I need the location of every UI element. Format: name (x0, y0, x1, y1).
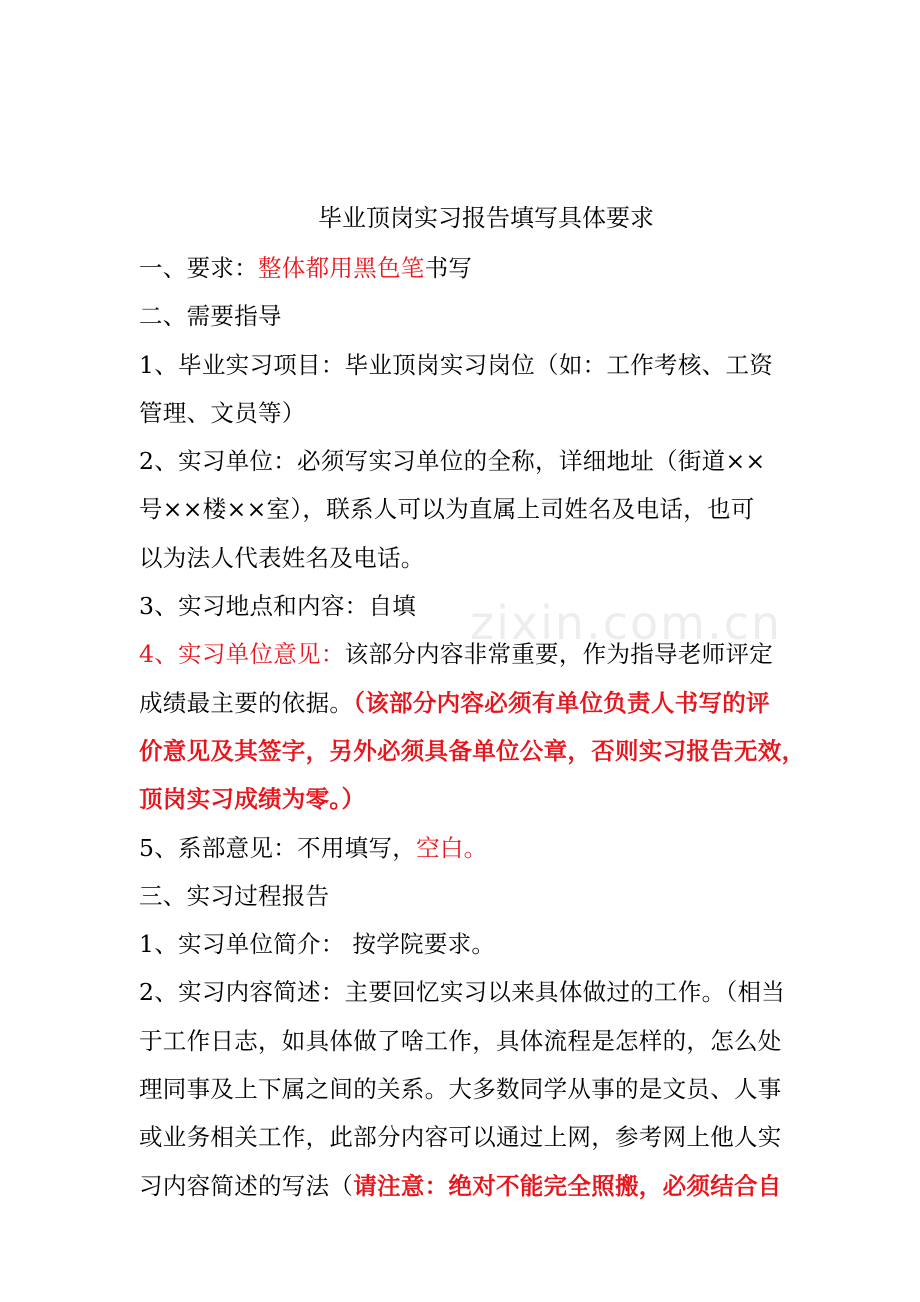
item-unit-line-3: 以为法人代表姓名及电话。 (139, 543, 425, 572)
item-intro-line: 1、实习单位简介： 按学院要求。 (139, 930, 496, 959)
item-opinion-line-1 (139, 630, 811, 678)
item-opinion-text: 该部分内容非常重要，作为指导老师评定 (344, 640, 774, 669)
item-content-line-1: 2、实习内容简述：主要回忆实习以来具体做过的工作。（相当 (139, 978, 786, 1007)
section-heading-process: 三、实习过程报告 (139, 881, 330, 910)
line-requirement (139, 244, 811, 292)
item-opinion-line-3: 价意见及其签字，另外必须具备单位公章，否则实习报告无效， (139, 736, 806, 765)
item-content-text: 习内容简述的写法（ (139, 1171, 354, 1200)
line-requirement-label: 一、要求： (139, 254, 258, 282)
item-opinion-label: 4、实习单位意见： (139, 640, 345, 669)
item-content-warning: 请注意：绝对不能完全照搬，必须结合自 (353, 1171, 782, 1200)
item-opinion-basis: 成绩最主要的依据。 (139, 688, 354, 717)
item-department-line (139, 824, 811, 872)
document-body (139, 244, 811, 1210)
item-content-line-2: 于工作日志，如具体做了啥工作，具体流程是怎样的，怎么处 (139, 1026, 782, 1055)
item-location-line: 3、实习地点和内容：自填 (139, 592, 417, 621)
item-unit-line-2: 号××楼××室），联系人可以为直属上司姓名及电话，也可 (139, 495, 755, 524)
item-content-line-3: 理同事及上下属之间的关系。大多数同学从事的是文员、人事 (139, 1075, 782, 1104)
item-opinion-warning: （该部分内容必须有单位负责人书写的评 (353, 688, 770, 717)
watermark: zixin.com.cn (470, 596, 783, 650)
item-project-line-1: 1、毕业实习项目：毕业顶岗实习岗位（如：工作考核、工资 (139, 350, 774, 379)
item-project-line-2: 管理、文员等） (139, 398, 306, 427)
item-content-line-5 (139, 1162, 811, 1210)
item-department-text: 5、系部意见：不用填写， (139, 833, 417, 862)
item-department-highlight: 空白。 (416, 833, 488, 862)
item-opinion-line-2 (139, 679, 811, 727)
item-opinion-line-4: 顶岗实习成绩为零。） (139, 785, 366, 814)
document-title: 毕业顶岗实习报告填写具体要求 (318, 204, 654, 232)
line-requirement-highlight: 整体都用黑色笔 (258, 254, 425, 282)
item-content-line-4: 或业务相关工作，此部分内容可以通过上网，参考网上他人实 (139, 1123, 782, 1152)
item-unit-line-1: 2、实习单位：必须写实习单位的全称，详细地址（街道×× (139, 447, 766, 476)
section-heading-guidance: 二、需要指导 (139, 302, 282, 331)
line-requirement-tail: 书写 (424, 254, 473, 282)
